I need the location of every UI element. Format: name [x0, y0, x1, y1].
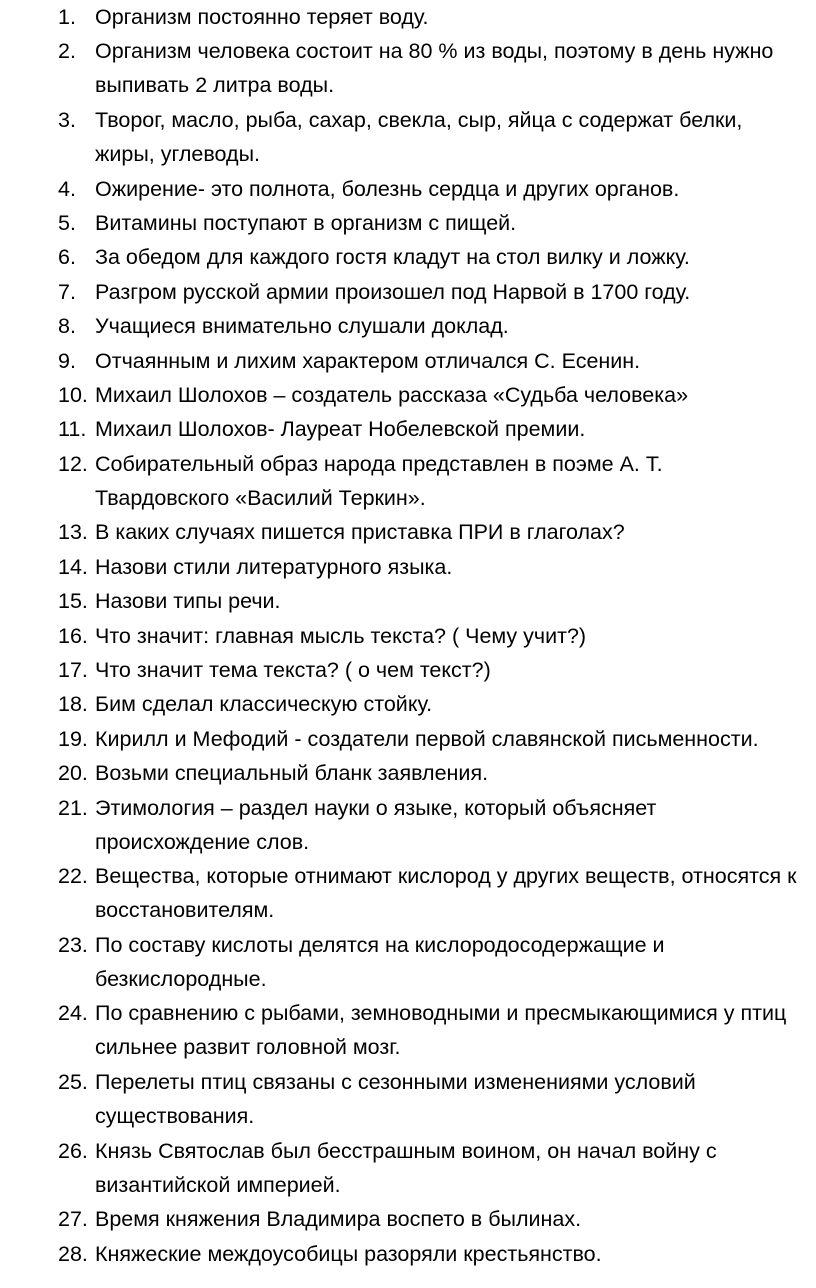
- list-item-text: Витамины поступают в организм с пищей.: [95, 211, 517, 235]
- list-item-number: 14.: [58, 554, 88, 579]
- list-item-number: 2.: [58, 39, 76, 64]
- list-item-text: Что значит тема текста? ( о чем текст?): [95, 658, 491, 682]
- list-item-text: Михаил Шолохов – создатель рассказа «Судьба человека»: [95, 383, 689, 407]
- list-item-text: Перелеты птиц связаны с сезонными изменениями условий существования.: [95, 1070, 696, 1128]
- list-item: [0, 240, 816, 274]
- list-item: [0, 344, 816, 378]
- list-item: [0, 928, 816, 996]
- list-item: [0, 378, 816, 412]
- list-item-number: 7.: [58, 279, 76, 304]
- list-item-text: Организм постоянно теряет воду.: [95, 5, 429, 29]
- list-item-text: По сравнению с рыбами, земноводными и пресмыкающимися у птиц сильнее развит головной мозг.: [95, 1001, 787, 1060]
- list-item-number: 26.: [58, 1138, 88, 1163]
- list-item: [0, 309, 816, 343]
- list-item: [0, 103, 816, 171]
- list-item: [0, 791, 816, 859]
- list-item-number: 16.: [58, 623, 88, 648]
- list-item: [0, 1134, 816, 1202]
- list-item-number: 10.: [58, 383, 88, 407]
- list-item-number: 15.: [58, 589, 88, 614]
- list-item-number: 13.: [58, 520, 88, 545]
- list-item-text: Время княжения Владимира воспето в былинах.: [95, 1207, 582, 1232]
- list-item: [0, 1202, 816, 1236]
- list-item-text: Ожирение- это полнота, болезнь сердца и других органов.: [95, 176, 680, 201]
- list-item: [0, 756, 816, 790]
- list-item-number: 1.: [58, 5, 76, 29]
- list-item-number: 19.: [58, 726, 88, 751]
- list-item: [0, 722, 816, 756]
- list-item-text: Вещества, которые отнимают кислород у других веществ, относятся к восстановителям.: [95, 864, 797, 923]
- list-item-number: 18.: [58, 692, 88, 717]
- list-item-text: Михаил Шолохов- Лауреат Нобелевской премии.: [95, 417, 586, 442]
- list-item-number: 9.: [58, 348, 76, 373]
- list-item-text: Князь Святослав был бесстрашным воином, он начал войну с византийской империей.: [95, 1138, 717, 1197]
- list-item-text: В каких случаях пишется приставка ПРИ в глаголах?: [95, 520, 625, 545]
- list-item-number: 12.: [58, 451, 88, 476]
- list-item-number: 21.: [58, 795, 88, 820]
- list-item-text: Творог, масло, рыба, сахар, свекла, сыр, яйца с содержат белки, жиры, углеводы.: [95, 108, 743, 166]
- list-item-number: 27.: [58, 1207, 88, 1232]
- list-item: [0, 447, 816, 515]
- list-item: [0, 515, 816, 549]
- list-item: [0, 996, 816, 1064]
- list-item-text: Назови типы речи.: [95, 589, 281, 614]
- list-item: [0, 275, 816, 309]
- list-item: [0, 550, 816, 584]
- list-item: [0, 653, 816, 687]
- list-item-text: Возьми специальный бланк заявления.: [95, 761, 489, 786]
- list-item: [0, 584, 816, 618]
- list-item: [0, 34, 816, 102]
- list-item-text: За обедом для каждого гостя кладут на стол вилку и ложку.: [95, 245, 690, 270]
- list-item: [0, 859, 816, 927]
- list-item-number: 23.: [58, 932, 88, 957]
- list-item-number: 20.: [58, 761, 88, 786]
- list-item-number: 28.: [58, 1241, 88, 1266]
- list-item-text: Собирательный образ народа представлен в поэме А. Т. Твардовского «Василий Теркин».: [95, 451, 663, 510]
- list-item: [0, 687, 816, 721]
- list-item: [0, 206, 816, 240]
- list-item-number: 24.: [58, 1001, 88, 1026]
- list-item-text: Бим сделал классическую стойку.: [95, 692, 433, 717]
- list-item: [0, 0, 816, 34]
- list-item-number: 8.: [58, 314, 76, 339]
- list-item-text: Кирилл и Мефодий - создатели первой славянской письменности.: [95, 726, 759, 751]
- list-item-number: 5.: [58, 211, 76, 235]
- list-item-text: Организм человека состоит на 80 % из воды, поэтому в день нужно выпивать 2 литра воды.: [95, 39, 774, 98]
- list-item-number: 22.: [58, 864, 88, 889]
- list-item: [0, 619, 816, 653]
- list-item-text: Учащиеся внимательно слушали доклад.: [95, 314, 509, 339]
- list-item-text: Княжеские междоусобицы разоряли крестьянство.: [95, 1241, 602, 1266]
- list-item: [0, 172, 816, 206]
- list-item-number: 17.: [58, 658, 88, 682]
- list-item: [0, 412, 816, 446]
- list-item-number: 6.: [58, 245, 76, 270]
- list-item-number: 3.: [58, 108, 76, 132]
- list-item: [0, 1065, 816, 1133]
- list-item-text: По составу кислоты делятся на кислородосодержащие и безкислородные.: [95, 932, 665, 991]
- list-item-text: Этимология – раздел науки о языке, который объясняет происхождение слов.: [95, 795, 657, 854]
- list-item-number: 25.: [58, 1070, 88, 1094]
- list-item-number: 4.: [58, 176, 76, 201]
- list-item-text: Что значит: главная мысль текста? ( Чему учит?): [95, 623, 587, 648]
- list-item-text: Отчаянным и лихим характером отличался С. Есенин.: [95, 348, 641, 373]
- list-item-number: 11.: [58, 417, 87, 442]
- list-item: [0, 1237, 816, 1271]
- list-item-text: Разгром русской армии произошел под Нарвой в 1700 году.: [95, 279, 691, 304]
- list-item-text: Назови стили литературного языка.: [95, 554, 453, 579]
